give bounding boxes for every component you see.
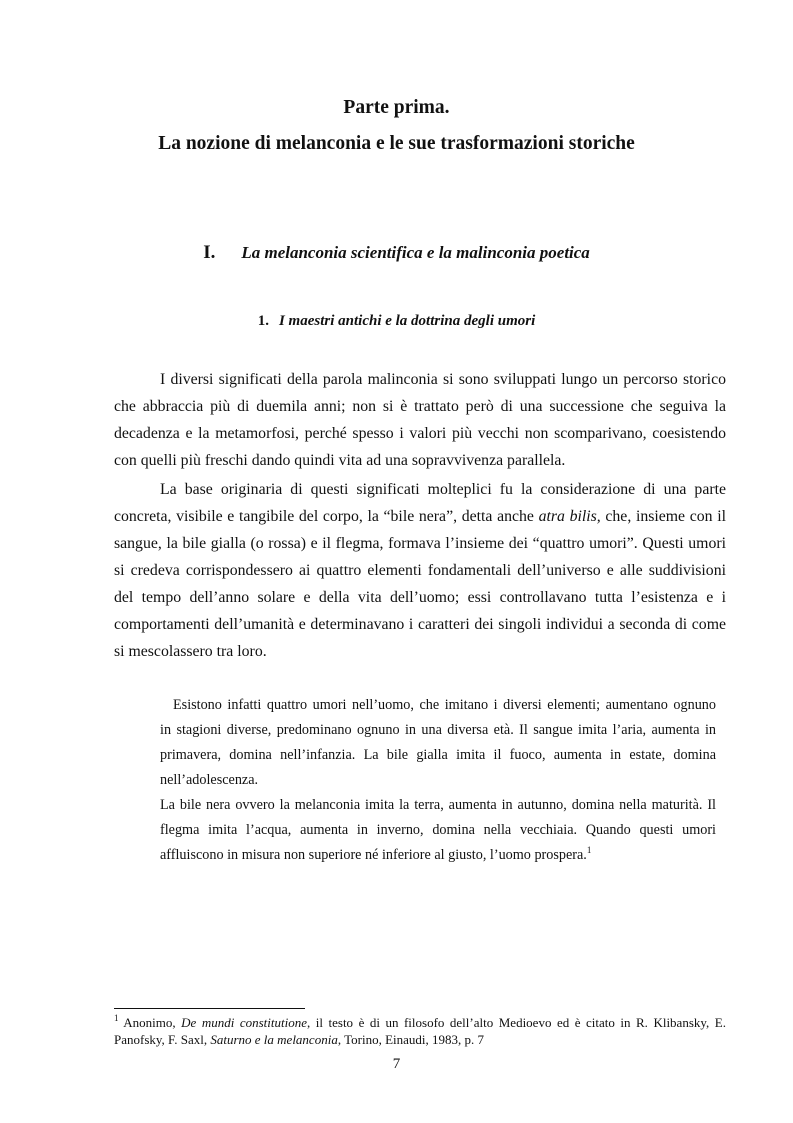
section-title: I maestri antichi e la dottrina degli umori [278, 313, 536, 329]
quote-line [160, 843, 716, 868]
quote-line: Esistono infatti quattro umori nell’uomo, che imitano i diversi elementi; aumentano ognuno [173, 697, 716, 713]
paragraph-line: che abbraccia più di duemila anni; non si è trattato però di una successione che seguiva la [114, 398, 726, 415]
paragraph-line: decadenza e la metamorfosi, perché spesso i valori più vecchi non scomparivano, coesistendo [114, 425, 726, 442]
footnote-title: Saturno e la melanconia [210, 1032, 338, 1047]
latin-term: atra bilis, [538, 508, 601, 525]
quote-line: nell’adolescenza. [160, 772, 259, 788]
section-heading [0, 313, 793, 330]
footnote-reference[interactable]: 1 [586, 845, 592, 855]
page-number: 7 [392, 1056, 401, 1072]
section-number: 1. [257, 313, 269, 329]
paragraph-line: I diversi significati della parola malinconia si sono sviluppati lungo un percorso storico [160, 371, 726, 388]
quote-line: in stagioni diverse, predominano ognuno in una diversa età. Il sangue imita l’aria, aumenta in [160, 722, 716, 738]
chapter-title: La melanconia scientifica e la malinconia poetica [241, 243, 590, 262]
block-quote [160, 693, 716, 868]
quote-line: flegma imita l’acqua, aumenta in inverno, domina nella vecchiaia. Quando questi umori [160, 822, 716, 838]
part-title-line-1: Parte prima. [343, 97, 450, 118]
paragraph-text: concreta, visibile e tangibile del corpo, la “bile nera”, detta anche [114, 508, 539, 525]
footnote-line [114, 1031, 726, 1048]
footnote-title: De mundi constitutione [181, 1015, 308, 1030]
part-title-line-2: La nozione di melanconia e le sue trasformazioni storiche [158, 133, 635, 154]
paragraph-line: sangue, la bile gialla (o rossa) e il flegma, formava l’insieme dei “quattro umori”. Questi umori [114, 535, 726, 552]
paragraph-text: che, insieme con il [600, 508, 726, 525]
paragraph-line: si credeva corrispondessero ai quattro elementi fondamentali dell’universo e alle suddivisioni [114, 562, 726, 579]
quote-line: La bile nera ovvero la melanconia imita la terra, aumenta in autunno, domina nella maturità. Il [160, 797, 716, 813]
footnote-divider [114, 1008, 305, 1009]
footnote-text: , il testo è di un filosofo dell’alto Medioevo ed è citato in R. Klibansky, E. [307, 1015, 726, 1030]
quote-line: primavera, domina nell’infanzia. La bile gialla imita il fuoco, aumenta in estate, domina [160, 747, 716, 763]
footnote [114, 1014, 726, 1048]
paragraph-line: del tempo dell’anno solare e della vita dell’uomo; essi controllavano tutta l’esistenza e i [114, 589, 726, 606]
paragraph-line: comportamenti dell’umanità e determinavano i caratteri dei singoli individui a seconda di come [114, 616, 726, 633]
footnote-text: Anonimo, [118, 1015, 182, 1030]
quote-text: affluiscono in misura non superiore né inferiore al giusto, l’uomo prospera. [160, 847, 587, 863]
chapter-number: I. [203, 242, 216, 263]
paragraph-1 [114, 366, 726, 474]
paragraph-line: si mescolassero tra loro. [114, 643, 267, 660]
footnote-text: Panofsky, F. Saxl, [114, 1032, 211, 1047]
paragraph-line: con quelli più freschi dando quindi vita ad una sopravvivenza parallela. [114, 452, 566, 469]
chapter-heading [0, 242, 793, 264]
paragraph-line [114, 503, 726, 530]
paragraph-2 [114, 476, 726, 665]
footnote-mark: 1 [114, 1013, 119, 1023]
footnote-text: , Torino, Einaudi, 1983, p. 7 [337, 1032, 485, 1047]
paragraph-line: La base originaria di questi significati molteplici fu la considerazione di una parte [160, 481, 726, 498]
footnote-line [114, 1014, 726, 1031]
